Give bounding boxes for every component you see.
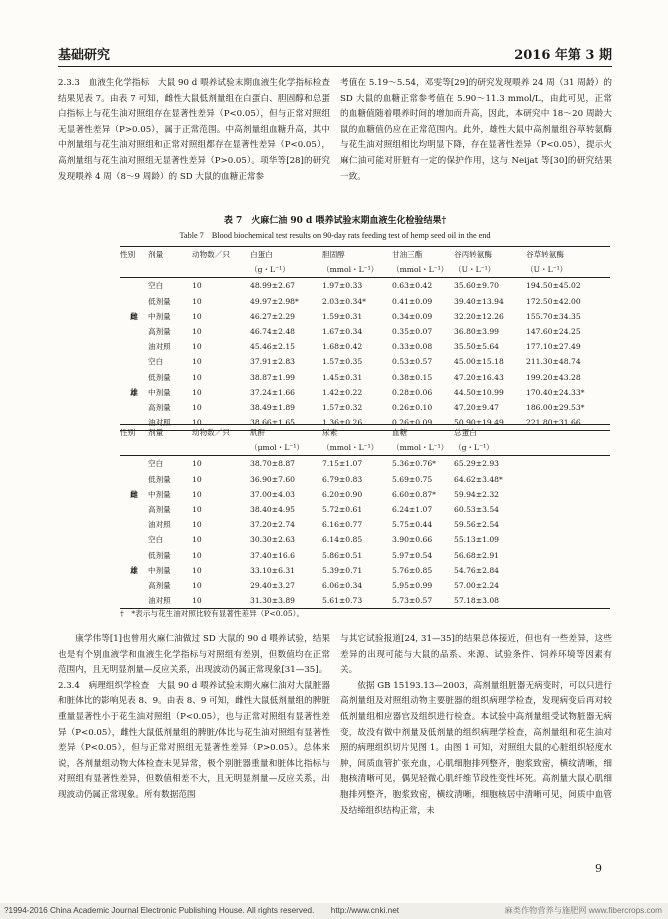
empty-cell (526, 563, 610, 578)
table-row (120, 502, 610, 517)
value-cell: 0.26±0.09 (392, 418, 433, 428)
dose-group: 油对照 (148, 418, 171, 428)
table-unit-row (120, 262, 610, 278)
dose-group: 低剂量 (148, 372, 171, 382)
value-cell: 1.42±0.22 (322, 387, 363, 397)
value-cell: 5.61±0.73 (322, 596, 363, 606)
value-cell: 6.06±0.34 (322, 580, 363, 590)
table-row (120, 593, 610, 609)
animal-count: 10 (192, 418, 202, 428)
table-unit-row (120, 440, 610, 456)
value-cell: 172.50±42.00 (526, 296, 581, 306)
dose-group: 油对照 (148, 342, 171, 352)
value-cell: 36.80±3.99 (454, 327, 500, 337)
value-cell: 48.99±2.67 (250, 281, 296, 291)
dose-group: 空白 (148, 281, 164, 291)
dose-group: 空白 (148, 357, 164, 367)
header-unit: （g・L⁻¹） (454, 443, 494, 453)
header-unit: （mmol・L⁻¹） (392, 265, 449, 275)
value-cell: 1.45±0.31 (322, 372, 363, 382)
table-row (120, 517, 610, 532)
header-indicator: 血糖 (392, 428, 408, 438)
header-indicator: 白蛋白 (250, 250, 273, 260)
dose-group: 低剂量 (148, 550, 171, 560)
empty-cell (120, 278, 148, 294)
empty-cell (526, 472, 610, 487)
animal-count: 10 (192, 565, 202, 575)
header-animal-count: 动物数／只 (192, 250, 230, 260)
animal-count: 10 (192, 402, 202, 412)
empty-cell (120, 262, 148, 278)
value-cell: 37.24±1.66 (250, 387, 296, 397)
table-row (120, 472, 610, 487)
header-dose: 剂量 (148, 428, 164, 438)
empty-cell (526, 593, 610, 609)
table-row (120, 294, 610, 309)
value-cell: 54.76±2.84 (454, 565, 500, 575)
value-cell: 1.36±0.26 (322, 418, 363, 428)
value-cell: 35.50±5.64 (454, 342, 500, 352)
value-cell: 59.94±2.32 (454, 489, 500, 499)
empty-cell (120, 324, 148, 339)
value-cell: 0.33±0.08 (392, 342, 433, 352)
value-cell: 0.41±0.09 (392, 296, 433, 306)
value-cell: 1.68±0.42 (322, 342, 363, 352)
empty-cell (526, 456, 610, 472)
value-cell: 6.14±0.85 (322, 535, 363, 545)
journal-section: 基础研究 (58, 48, 111, 63)
value-cell: 0.53±0.57 (392, 357, 433, 367)
value-cell: 31.30±3.89 (250, 596, 296, 606)
column-top-left (58, 76, 330, 185)
table-row (120, 324, 610, 339)
empty-cell (192, 440, 250, 456)
animal-count: 10 (192, 580, 202, 590)
table-row (120, 370, 610, 385)
value-cell: 45.46±2.15 (250, 342, 296, 352)
footer (0, 903, 668, 919)
sex-label: 雄 (130, 565, 138, 575)
empty-cell (526, 487, 610, 502)
watermark-text: 麻类作物营养与施肥网 www.fibercrops.com (504, 906, 662, 915)
empty-cell (120, 339, 148, 354)
empty-cell (192, 262, 250, 278)
value-cell: 1.57±0.35 (322, 357, 363, 367)
value-cell: 46.27±2.29 (250, 311, 296, 321)
value-cell: 186.00±29.53* (526, 402, 585, 412)
value-cell: 37.40±16.6 (250, 550, 296, 560)
dose-group: 低剂量 (148, 474, 171, 484)
animal-count: 10 (192, 281, 202, 291)
value-cell: 5.72±0.61 (322, 505, 363, 515)
animal-count: 10 (192, 489, 202, 499)
value-cell: 6.16±0.77 (322, 520, 363, 530)
paragraph: 2.3.3 血液生化学指标 大鼠 90 d 喂养试验末期血液生化学指标检查结果见表 7。由表 7 可知，雌性大鼠低剂量组在白蛋白、胆固醇和总蛋白指标上与花生油对照组存在显著性差异（P<0.05），但与正常对照组无显著性差异（P>0.05），属于正常范围。中高剂量组血糖升高，其中中剂量组与花生油对照组和正常对照组都存在显著性差异（P<0.05），高剂量组与花生油对照组无显著性差异（P>0.05）。项华等[28]的研究发现喂养 4 周（8～9 周龄）的 SD 大鼠的血糖正常参 (58, 78, 330, 182)
empty-cell (526, 502, 610, 517)
dose-group: 中剂量 (148, 311, 171, 321)
header-indicator: 肌酐 (250, 428, 266, 438)
column-top-right (340, 76, 612, 185)
value-cell: 46.74±2.48 (250, 327, 296, 337)
dose-group: 油对照 (148, 520, 171, 530)
value-cell: 5.36±0.76* (392, 459, 436, 469)
animal-count: 10 (192, 372, 202, 382)
empty-cell (120, 294, 148, 309)
header-indicator: 谷草转氨酶 (526, 250, 564, 260)
empty-cell (120, 517, 148, 532)
value-cell: 1.57±0.32 (322, 402, 363, 412)
value-cell: 0.35±0.07 (392, 327, 433, 337)
value-cell: 45.00±15.18 (454, 357, 504, 367)
value-cell: 6.60±0.87* (392, 489, 436, 499)
value-cell: 38.87±1.99 (250, 372, 296, 382)
value-cell: 0.26±0.10 (392, 402, 433, 412)
animal-count: 10 (192, 596, 202, 606)
header-unit: （mmol・L⁻¹） (322, 265, 379, 275)
value-cell: 65.29±2.93 (454, 459, 500, 469)
empty-cell (526, 578, 610, 593)
value-cell: 1.59±0.31 (322, 311, 363, 321)
dose-group: 油对照 (148, 596, 171, 606)
table-row (120, 578, 610, 593)
value-cell: 29.40±3.27 (250, 580, 296, 590)
empty-cell (148, 440, 192, 456)
animal-count: 10 (192, 311, 202, 321)
journal-issue: 2016 年第 3 期 (514, 48, 612, 63)
header-sex: 性别 (120, 428, 136, 438)
value-cell: 155.70±34.35 (526, 311, 581, 321)
header-rule (58, 66, 612, 67)
empty-cell (120, 456, 148, 472)
paragraph: 依据 GB 15193.13—2003，高剂量组脏器无病变时，可以只进行高剂量组及对照组动物主要脏器的组织病理学检查，发现病变后再对较低剂量组相应器官及组织进行检查。本试验中高剂量组受试物脏器无病变，故没有做中剂量及低剂量的组织病理学检查，高剂量组和花生油对照的病理组织切片见图 1。由图 1 可知，对照组大鼠的心脏组织轻度水肿，间质血管扩张充血，心肌细胞排列整齐，胞浆致密，横纹清晰，细胞核清晰可见，偶见轻微心肌纤维节段性变性坏死。高剂量大鼠心肌细胞排列整齐，胞浆致密，横纹清晰，细胞核居中清晰可见，间质中血管及结缔组织结构正常，未 (340, 680, 612, 816)
copyright-notice: ?1994-2016 China Academic Journal Electronic Publishing House. All rights reserved. http://www.cnki.net (4, 906, 400, 915)
value-cell: 47.20±9.47 (454, 402, 500, 412)
table-blood-biochem-1 (120, 246, 610, 431)
animal-count: 10 (192, 296, 202, 306)
animal-count: 10 (192, 474, 202, 484)
table-header-row (120, 247, 610, 263)
value-cell: 6.24±1.07 (392, 505, 433, 515)
value-cell: 38.49±1.89 (250, 402, 296, 412)
paragraph: 考值在 5.19～5.54，邓雯等[29]的研究发现喂养 24 周（31 周龄）的 SD 大鼠的血糖正常参考值在 5.90～11.3 mmol/L，由此可见，正常的血糖值随着喂养时间的增加而升高，因此，本研究中 18～20 周龄大鼠的血糖值仍应在正常范围内。此外，雄性大鼠中高剂量组谷草转氨酶与花生油对照组相比均明显下降，存在显著性差异（P<0.05），提示火麻仁油可能对肝脏有一定的保护作用，这与 Neijat 等[30]的研究结果一致。 (340, 78, 612, 182)
table-row (120, 487, 610, 502)
value-cell: 49.97±2.98* (250, 296, 299, 306)
value-cell: 5.76±0.85 (392, 565, 433, 575)
value-cell: 57.18±3.08 (454, 596, 500, 606)
empty-cell (120, 532, 148, 547)
value-cell: 38.40±4.95 (250, 505, 296, 515)
empty-cell (120, 400, 148, 415)
value-cell: 177.10±27.49 (526, 342, 581, 352)
column-bottom-left (58, 632, 330, 804)
header-sex: 性别 (120, 250, 136, 260)
value-cell: 47.20±16.43 (454, 372, 504, 382)
value-cell: 56.68±2.91 (454, 550, 500, 560)
value-cell: 1.97±0.33 (322, 281, 363, 291)
dose-group: 空白 (148, 535, 164, 545)
table-blood-biochem-2 (120, 424, 610, 609)
table-caption-cn: 表 7 火麻仁油 90 d 喂养试验末期血液生化检验结果† (223, 216, 447, 226)
table-row (120, 563, 610, 578)
header-unit: （mmol・L⁻¹） (322, 443, 379, 453)
value-cell: 30.30±2.63 (250, 535, 296, 545)
value-cell: 0.38±0.15 (392, 372, 433, 382)
empty-cell (120, 472, 148, 487)
animal-count: 10 (192, 387, 202, 397)
empty-cell (526, 548, 610, 563)
value-cell: 5.95±0.99 (392, 580, 433, 590)
value-cell: 5.86±0.51 (322, 550, 363, 560)
table-row (120, 339, 610, 354)
value-cell: 0.63±0.42 (392, 281, 433, 291)
table-row (120, 278, 610, 294)
value-cell: 3.90±0.66 (392, 535, 433, 545)
empty-cell (526, 440, 610, 456)
column-bottom-right (340, 632, 612, 819)
table-row (120, 354, 610, 369)
dose-group: 低剂量 (148, 296, 171, 306)
table-row (120, 385, 610, 400)
value-cell: 199.20±43.28 (526, 372, 581, 382)
value-cell: 57.00±2.24 (454, 580, 500, 590)
sex-label: 雄 (130, 387, 138, 397)
animal-count: 10 (192, 505, 202, 515)
animal-count: 10 (192, 342, 202, 352)
table-row (120, 532, 610, 547)
value-cell: 59.56±2.54 (454, 520, 500, 530)
header-unit: （g・L⁻¹） (250, 265, 290, 275)
empty-cell (526, 517, 610, 532)
page-number: 9 (595, 862, 602, 875)
header-indicator: 尿素 (322, 428, 338, 438)
sex-label: 雌 (130, 311, 138, 321)
table-caption-en: Table 7 Blood biochemical test results on 90-day rats feeding test of hemp seed oil in the end (179, 231, 491, 240)
value-cell: 55.13±1.09 (454, 535, 500, 545)
value-cell: 32.20±12.26 (454, 311, 504, 321)
value-cell: 2.03±0.34* (322, 296, 366, 306)
value-cell: 5.75±0.44 (392, 520, 433, 530)
dose-group: 中剂量 (148, 489, 171, 499)
value-cell: 38.70±8.87 (250, 459, 296, 469)
header-animal-count: 动物数／只 (192, 428, 230, 438)
table-row (120, 309, 610, 324)
animal-count: 10 (192, 327, 202, 337)
paragraph: 康学伟等[1]也曾用火麻仁油做过 SD 大鼠的 90 d 喂养试验，结果也是有个别血液学和血液生化学指标与对照组有差别，但数值均在正常范围内，且无明显剂量—反应关系，出现波动仍属正常现象[31—35]。 (58, 634, 330, 676)
value-cell: 170.40±24.33* (526, 387, 585, 397)
empty-cell (120, 502, 148, 517)
value-cell: 5.73±0.57 (392, 596, 433, 606)
empty-cell (120, 370, 148, 385)
header-dose: 剂量 (148, 250, 164, 260)
value-cell: 50.90±19.49 (454, 418, 504, 428)
value-cell: 0.28±0.06 (392, 387, 433, 397)
value-cell: 39.40±13.94 (454, 296, 504, 306)
table-header-row (120, 425, 610, 441)
value-cell: 37.20±2.74 (250, 520, 296, 530)
table-row (120, 456, 610, 472)
empty-cell (120, 548, 148, 563)
header-unit: （U・L⁻¹） (454, 265, 496, 275)
header-unit: （μmol・L⁻¹） (250, 443, 305, 453)
value-cell: 194.50±45.02 (526, 281, 581, 291)
empty-cell (120, 578, 148, 593)
dose-group: 高剂量 (148, 327, 171, 337)
sex-label: 雌 (130, 489, 138, 499)
paragraph: 2.3.4 病理组织学检查 大鼠 90 d 喂养试验末期火麻仁油对大鼠脏器和脏体比的影响见表 8、9。由表 8、9 可知，雌性大鼠低剂量组的脾脏重量显著性小于花生油对照组（P<0.05），也与正常对照组有显著性差异（P<0.05），雌性大鼠低剂量组的脾脏/体比与花生油对照组有显著性差异（P<0.05），但与正常对照组无显著性差异（P>0.05）。总体来说，各剂量组动物大体检查未见异常，极个别脏器重量和脏体比指标与对照组有显著性差异，但数值相差不大，且无明显剂量—反应关系，出现波动仍属正常现象。所有数据范围 (58, 680, 330, 800)
empty-cell (148, 262, 192, 278)
animal-count: 10 (192, 535, 202, 545)
header-indicator: 胆固醇 (322, 250, 345, 260)
value-cell: 5.39±0.71 (322, 565, 363, 575)
empty-cell (120, 354, 148, 369)
animal-count: 10 (192, 357, 202, 367)
value-cell: 5.69±0.75 (392, 474, 433, 484)
value-cell: 6.79±0.83 (322, 474, 363, 484)
empty-cell (526, 425, 610, 441)
value-cell: 60.53±3.54 (454, 505, 500, 515)
header-indicator: 谷丙转氨酶 (454, 250, 492, 260)
header-indicator: 总蛋白 (454, 428, 477, 438)
value-cell: 64.62±3.48* (454, 474, 503, 484)
value-cell: 33.10±6.31 (250, 565, 296, 575)
value-cell: 6.20±0.90 (322, 489, 363, 499)
table-footnote: † *表示与花生油对照比较有显著性差异（P<0.05）。 (120, 609, 305, 618)
dose-group: 中剂量 (148, 387, 171, 397)
header-indicator: 甘油三酯 (392, 250, 423, 260)
value-cell: 221.80±31.66 (526, 418, 581, 428)
value-cell: 211.30±48.74 (526, 357, 581, 367)
value-cell: 5.97±0.54 (392, 550, 433, 560)
empty-cell (526, 532, 610, 547)
value-cell: 7.15±1.07 (322, 459, 363, 469)
dose-group: 中剂量 (148, 565, 171, 575)
dose-group: 高剂量 (148, 505, 171, 515)
table-row (120, 400, 610, 415)
dose-group: 空白 (148, 459, 164, 469)
table-row (120, 548, 610, 563)
value-cell: 0.34±0.09 (392, 311, 433, 321)
value-cell: 38.66±1.65 (250, 418, 296, 428)
header-unit: （mmol・L⁻¹） (392, 443, 449, 453)
header-unit: （U・L⁻¹） (526, 265, 568, 275)
empty-cell (120, 593, 148, 609)
value-cell: 36.90±7.60 (250, 474, 296, 484)
animal-count: 10 (192, 520, 202, 530)
dose-group: 高剂量 (148, 580, 171, 590)
value-cell: 147.60±24.25 (526, 327, 581, 337)
dose-group: 高剂量 (148, 402, 171, 412)
empty-cell (120, 440, 148, 456)
value-cell: 37.00±4.03 (250, 489, 296, 499)
value-cell: 35.60±9.70 (454, 281, 500, 291)
animal-count: 10 (192, 459, 202, 469)
value-cell: 37.91±2.83 (250, 357, 296, 367)
animal-count: 10 (192, 550, 202, 560)
value-cell: 44.50±10.99 (454, 387, 504, 397)
value-cell: 1.67±0.34 (322, 327, 363, 337)
paragraph: 与其它试验报道[24, 31—35]的结果总体接近，但也有一些差异，这些差异的出现可能与大鼠的品系、来源、试验条件、饲养环境等因素有关。 (340, 634, 612, 676)
